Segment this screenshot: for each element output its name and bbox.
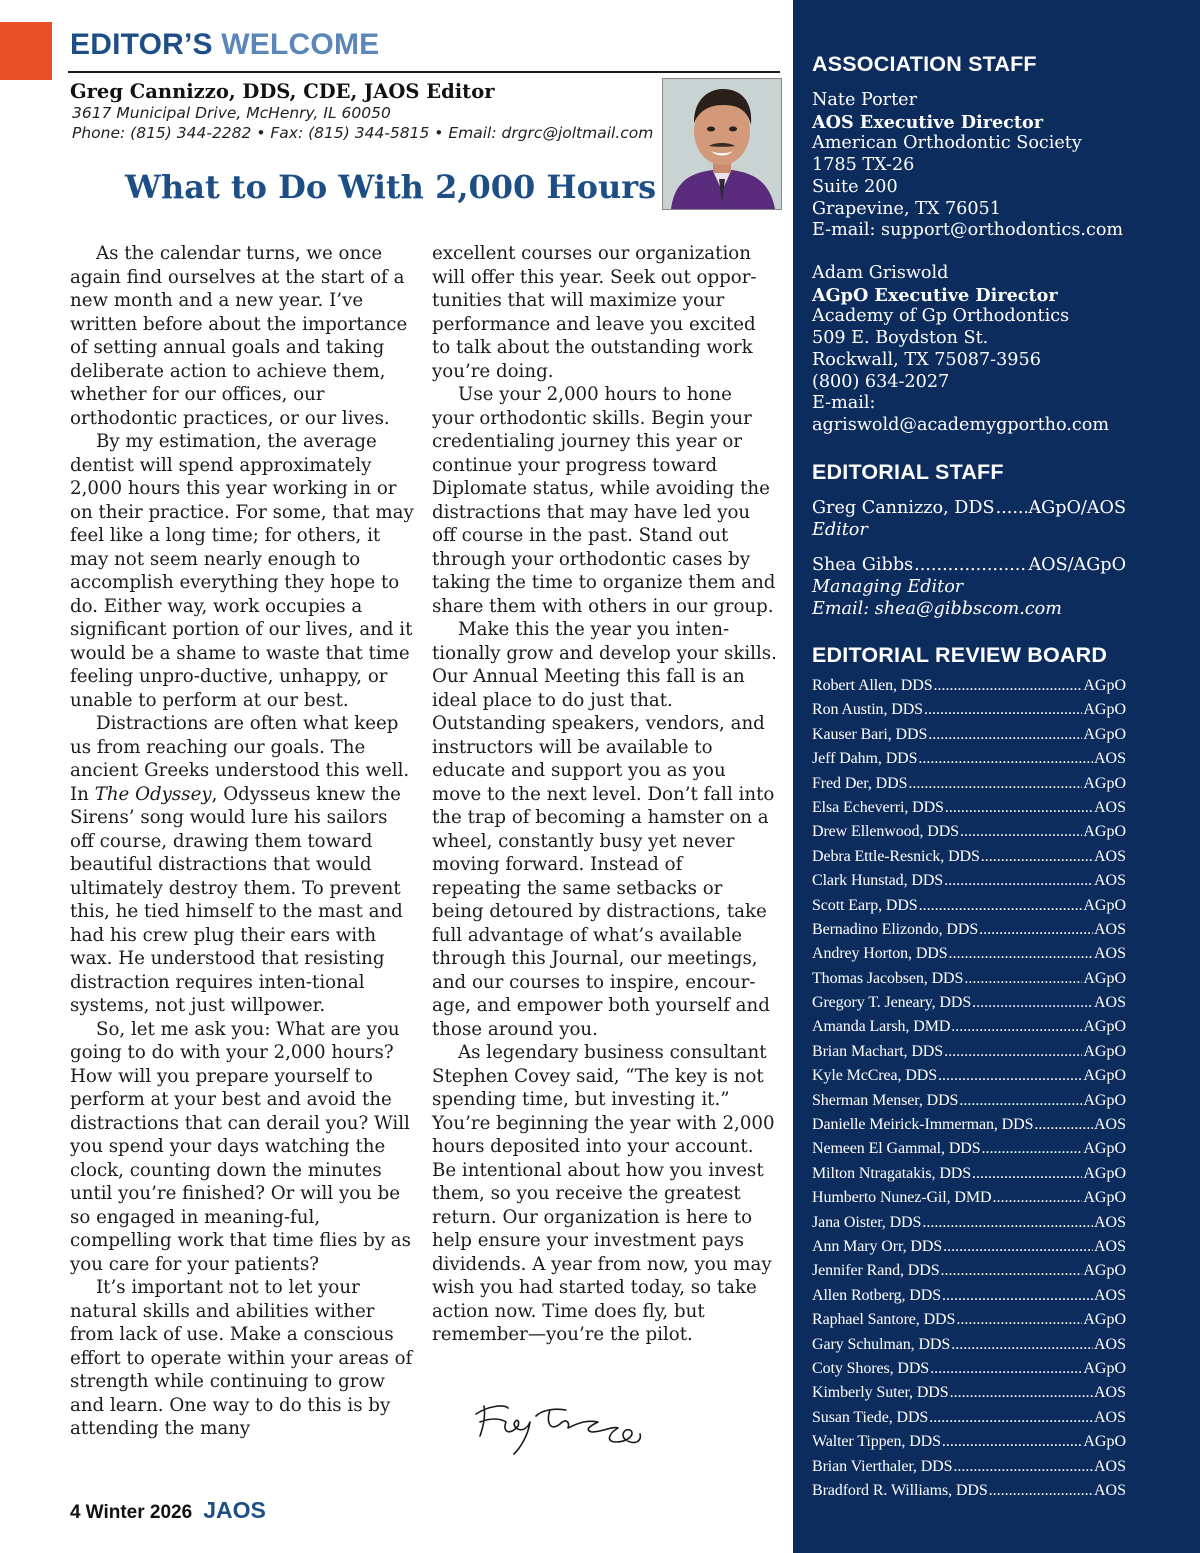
- reviewer-org: AGpO: [1083, 774, 1126, 792]
- dot-leader: [930, 1360, 1082, 1378]
- review-board-entry: [812, 1433, 1126, 1457]
- agpo-contact: Adam Griswold AGpO Executive Director Academy of Gp Orthodontics 509 E. Boydston St. Rockwall, TX 75087-3956 (800) 634-2027 E-mail: agriswold@academygportho.com: [812, 263, 1110, 435]
- review-board-entry: [812, 1262, 1126, 1286]
- editorial-entry: Shea Gibbs ..... AOS/AGpO: [812, 555, 1126, 575]
- dot-leader: [942, 1433, 1082, 1451]
- reviewer-name: Kimberly Suter, DDS: [812, 1384, 949, 1402]
- paragraph: Make this the year you inten-tionally grow and develop your skills. Our Annual Meeting this fall is an ideal place to do just that. Outstanding speakers, vendors, and instructors will be available to educate and support you as you move to the next level. Don’t fall into the trap of becoming a hamster on a wheel, constantly busy yet never moving forward. Instead of repeating the same setbacks or being detoured by distractions, take full advantage of what’s available through this Journal, our meetings, and our courses to inspire, encour-age, and empower both yourself and those around you.: [432, 619, 777, 1040]
- reviewer-name: Danielle Meirick-Immerman, DDS: [812, 1116, 1034, 1134]
- reviewer-org: AGpO: [1083, 1091, 1126, 1109]
- review-board-entry: [812, 1140, 1126, 1164]
- review-board-entry: [812, 994, 1126, 1018]
- review-board-entry: [812, 1311, 1126, 1335]
- reviewer-org: AGpO: [1083, 1018, 1126, 1036]
- reviewer-org: AGpO: [1083, 896, 1126, 914]
- reviewer-org: AGpO: [1083, 1042, 1126, 1060]
- review-board-entry: [812, 1189, 1126, 1213]
- reviewer-name: Jennifer Rand, DDS: [812, 1262, 940, 1280]
- dot-leader: [953, 1458, 1093, 1476]
- reviewer-name: Elsa Echeverri, DDS: [812, 798, 944, 816]
- dot-leader: [981, 848, 1093, 866]
- reviewer-org: AOS: [1093, 1237, 1126, 1255]
- header-rule: [68, 71, 780, 73]
- reviewer-org: AOS: [1093, 1335, 1126, 1353]
- reviewer-name: Bernadino Elizondo, DDS: [812, 920, 979, 938]
- reviewer-name: Coty Shores, DDS: [812, 1359, 930, 1377]
- review-board-entry: [812, 1043, 1126, 1067]
- reviewer-org: AGpO: [1083, 1433, 1126, 1451]
- dot-leader: [972, 1165, 1082, 1183]
- dot-leader: [959, 1092, 1082, 1110]
- editor-contact: Phone: (815) 344-2282 • Fax: (815) 344-5815 • Email: drgrc@joltmail.com: [72, 124, 654, 142]
- review-board-entry: [812, 1409, 1126, 1433]
- review-board-entry: [812, 677, 1126, 701]
- dot-leader: [982, 1140, 1083, 1158]
- review-board-entry: [812, 1018, 1126, 1042]
- review-board-entry: [812, 1336, 1126, 1360]
- dot-leader: [956, 1311, 1082, 1329]
- managing-editor-role: Managing Editor: [812, 577, 964, 597]
- reviewer-org: AOS: [1093, 1408, 1126, 1426]
- reviewer-org: AOS: [1093, 945, 1126, 963]
- dot-leader: [919, 897, 1083, 915]
- dot-leader: [944, 1043, 1082, 1061]
- reviewer-org: AGpO: [1083, 1262, 1126, 1280]
- aos-contact: Nate Porter AOS Executive Director American Orthodontic Society 1785 TX-26 Suite 200 Grapevine, TX 76051 E-mail: support@orthodontics.com: [812, 90, 1124, 241]
- reviewer-org: AGpO: [1083, 725, 1126, 743]
- review-board-list: [812, 677, 1126, 1506]
- review-board-entry: [812, 848, 1126, 872]
- review-board-entry: [812, 1360, 1126, 1384]
- dot-leader: [922, 1214, 1093, 1232]
- dot-leader: [944, 872, 1093, 890]
- reviewer-org: AOS: [1093, 750, 1126, 768]
- paragraph: It’s important not to let your natural skills and abilities wither from lack of use. Make a conscious effort to operate within your areas of strength while continuing to grow and learn. One way to do this is by attending the many: [70, 1277, 413, 1439]
- paragraph: excellent courses our organization will offer this year. Seek out oppor-tunities that will maximize your performance and leave you excited to talk about the outstanding work you’re doing.: [432, 243, 757, 382]
- review-board-entry: [812, 799, 1126, 823]
- reviewer-name: Scott Earp, DDS: [812, 896, 918, 914]
- review-board-entry: [812, 1116, 1126, 1140]
- reviewer-name: Walter Tippen, DDS: [812, 1433, 941, 1451]
- reviewer-org: AOS: [1093, 1286, 1126, 1304]
- review-board-entry: [812, 701, 1126, 725]
- signature-icon: [470, 1392, 650, 1462]
- reviewer-org: AGpO: [1083, 1067, 1126, 1085]
- paragraph: Distractions are often what keep us from reaching our goals. The ancient Greeks understood this well. In The Odyssey, Odysseus knew the Sirens’ song would lure his sailors off course, drawing them toward beautiful distractions that would ultimately destroy them. To prevent this, he tied himself to the mast and had his crew plug their ears with wax. He understood that resisting distraction requires inten-tional systems, not just willpower.: [70, 713, 410, 1016]
- page-footer: [70, 1497, 266, 1524]
- editorial-entry: Greg Cannizzo, DDS ..... AGpO/AOS: [812, 498, 1126, 518]
- editor-portrait-icon: [663, 79, 781, 209]
- reviewer-name: Fred Der, DDS: [812, 774, 908, 792]
- editor-address: 3617 Municipal Drive, McHenry, IL 60050: [72, 104, 391, 122]
- staff-sidebar: [793, 0, 1200, 1553]
- reviewer-name: Ann Mary Orr, DDS: [812, 1237, 943, 1255]
- review-board-entry: [812, 921, 1126, 945]
- reviewer-name: Clark Hunstad, DDS: [812, 872, 944, 890]
- editor-photo: [662, 78, 782, 210]
- reviewer-name: Milton Ntragatakis, DDS: [812, 1164, 972, 1182]
- editor-name: Greg Cannizzo, DDS, CDE, JAOS Editor: [70, 80, 495, 103]
- dot-leader: [928, 726, 1082, 744]
- review-board-entry: [812, 1384, 1126, 1408]
- dot-leader: [934, 677, 1083, 695]
- reviewer-name: Kauser Bari, DDS: [812, 725, 928, 743]
- reviewer-name: Nemeen El Gammal, DDS: [812, 1140, 981, 1158]
- reviewer-org: AGpO: [1083, 677, 1126, 694]
- review-board-entry: [812, 775, 1126, 799]
- dot-leader: [938, 1067, 1082, 1085]
- reviewer-org: AGpO: [1083, 823, 1126, 841]
- paragraph: As the calendar turns, we once again find ourselves at the start of a new month and a new year. I’ve written before about the importance of setting annual goals and taking deliberate action to achieve them, whether for our offices, our orthodontic practices, or our lives.: [70, 243, 408, 429]
- reviewer-org: AGpO: [1083, 1140, 1126, 1158]
- paragraph: So, let me ask you: What are you going to do with your 2,000 hours? How will you prepare yourself to perform at your best and avoid the distractions that can derail you? Will you spend your days watching the clock, counting down the minutes until you’re finished? Or will you be so engaged in meaning-ful, compelling work that time flies by as you care for your patients?: [70, 1018, 411, 1275]
- dot-leader: [951, 1018, 1082, 1036]
- dot-leader: [1034, 1116, 1093, 1134]
- association-staff-heading: ASSOCIATION STAFF: [812, 52, 1037, 76]
- accent-block: [0, 22, 52, 80]
- reviewer-org: AOS: [1093, 872, 1126, 890]
- reviewer-org: AGpO: [1083, 969, 1126, 987]
- signature: [470, 1392, 650, 1466]
- paragraph: By my estimation, the average dentist will spend approximately 2,000 hours this year working in or on their practice. For some, that may feel like a long time; for others, it may not seem nearly enough to accomplish everything they hope to do. Either way, work occupies a significant portion of our lives, and it would be a shame to waste that time feeling unpro-ductive, unhappy, or unable to perform at our best.: [70, 431, 414, 711]
- reviewer-name: Jana Oister, DDS: [812, 1213, 922, 1231]
- reviewer-name: Ron Austin, DDS: [812, 701, 923, 719]
- reviewer-name: Drew Ellenwood, DDS: [812, 823, 959, 841]
- dot-leader: [964, 970, 1082, 988]
- reviewer-name: Susan Tiede, DDS: [812, 1408, 929, 1426]
- dot-leader: [942, 1287, 1093, 1305]
- review-board-entry: [812, 945, 1126, 969]
- dot-leader: [972, 994, 1093, 1012]
- review-board-entry: [812, 1482, 1126, 1506]
- dot-leader: [992, 1189, 1082, 1207]
- dot-leader: [908, 775, 1082, 793]
- reviewer-name: Raphael Santore, DDS: [812, 1311, 956, 1329]
- reviewer-name: Robert Allen, DDS: [812, 677, 933, 694]
- issue-label: Winter 2026: [85, 1502, 193, 1523]
- reviewer-org: AOS: [1093, 1457, 1126, 1475]
- review-board-entry: [812, 1165, 1126, 1189]
- dot-leader: [918, 750, 1093, 768]
- reviewer-org: AGpO: [1083, 1311, 1126, 1329]
- review-board-entry: [812, 897, 1126, 921]
- reviewer-org: AOS: [1093, 798, 1126, 816]
- editor-role: Editor: [812, 520, 868, 540]
- reviewer-org: AOS: [1093, 1481, 1126, 1499]
- page-number: 4: [70, 1502, 81, 1523]
- article-title: What to Do With 2,000 Hours: [125, 168, 657, 206]
- article-column-right: [432, 242, 777, 1347]
- reviewer-name: Gregory T. Jeneary, DDS: [812, 994, 972, 1012]
- dot-leader: [945, 799, 1093, 817]
- reviewer-name: Andrey Horton, DDS: [812, 945, 948, 963]
- magazine-logo: JAOS: [203, 1497, 266, 1523]
- review-board-entry: [812, 1238, 1126, 1262]
- dot-leader: [979, 921, 1093, 939]
- editorial-staff-heading: EDITORIAL STAFF: [812, 460, 1004, 484]
- reviewer-org: AOS: [1093, 847, 1126, 865]
- dot-leader: [929, 1409, 1093, 1427]
- agpo-email[interactable]: agriswold@academygportho.com: [812, 414, 1110, 435]
- dot-leader: [960, 823, 1082, 841]
- reviewer-org: AGpO: [1083, 1189, 1126, 1207]
- reviewer-org: AOS: [1093, 1384, 1126, 1402]
- review-board-entry: [812, 750, 1126, 774]
- review-board-entry: [812, 1092, 1126, 1116]
- review-board-entry: [812, 726, 1126, 750]
- dot-leader: [951, 1336, 1093, 1354]
- reviewer-name: Jeff Dahm, DDS: [812, 750, 918, 768]
- reviewer-name: Brian Machart, DDS: [812, 1042, 944, 1060]
- dot-leader: [943, 1238, 1093, 1256]
- reviewer-name: Gary Schulman, DDS: [812, 1335, 951, 1353]
- review-board-entry: [812, 823, 1126, 847]
- reviewer-org: AOS: [1093, 1116, 1126, 1134]
- book-title: The Odyssey: [94, 783, 212, 805]
- reviewer-org: AOS: [1093, 920, 1126, 938]
- reviewer-name: Thomas Jacobsen, DDS: [812, 969, 964, 987]
- dot-leader: [989, 1482, 1093, 1500]
- dot-leader: [924, 701, 1082, 719]
- review-board-entry: [812, 1458, 1126, 1482]
- reviewer-name: Kyle McCrea, DDS: [812, 1067, 938, 1085]
- aos-email[interactable]: E-mail: support@orthodontics.com: [812, 220, 1124, 241]
- reviewer-name: Sherman Menser, DDS: [812, 1091, 959, 1109]
- paragraph: As legendary business consultant Stephen Covey said, “The key is not spending time, but investing it.” You’re beginning the year with 2,000 hours deposited into your account. Be intentional about how you invest them, so you receive the greatest return. Our organization is here to help ensure your investment pays dividends. A year from now, you may wish you had started today, so take action now. Time does fly, but remember—you’re the pilot.: [432, 1042, 775, 1345]
- review-board-entry: [812, 1287, 1126, 1311]
- dot-leader: [949, 945, 1093, 963]
- section-title: EDITOR’S WELCOME: [70, 28, 380, 61]
- reviewer-org: AOS: [1093, 994, 1126, 1012]
- reviewer-name: Allen Rotberg, DDS: [812, 1286, 942, 1304]
- review-board-entry: [812, 1214, 1126, 1238]
- review-board-entry: [812, 970, 1126, 994]
- review-board-entry: [812, 872, 1126, 896]
- review-board-entry: [812, 1067, 1126, 1091]
- dot-leader: [950, 1384, 1093, 1402]
- reviewer-org: AGpO: [1083, 1359, 1126, 1377]
- managing-editor-email[interactable]: Email: shea@gibbscom.com: [812, 599, 1062, 619]
- paragraph: Use your 2,000 hours to hone your orthodontic skills. Begin your credentialing journey this year or continue your progress toward Diplomate status, while avoiding the distractions that may have led you off course in the past. Stand out through your orthodontic cases by taking the time to organize them and share them with others in our group.: [432, 384, 776, 617]
- reviewer-name: Humberto Nunez-Gil, DMD: [812, 1189, 992, 1207]
- reviewer-name: Bradford R. Williams, DDS: [812, 1481, 988, 1499]
- article-column-left: [70, 242, 415, 1441]
- reviewer-name: Brian Vierthaler, DDS: [812, 1457, 953, 1475]
- reviewer-name: Debra Ettle-Resnick, DDS: [812, 847, 980, 865]
- reviewer-name: Amanda Larsh, DMD: [812, 1018, 951, 1036]
- review-board-heading: EDITORIAL REVIEW BOARD: [812, 643, 1108, 667]
- reviewer-org: AOS: [1093, 1213, 1126, 1231]
- reviewer-org: AGpO: [1083, 701, 1126, 719]
- reviewer-org: AGpO: [1083, 1164, 1126, 1182]
- dot-leader: [941, 1262, 1083, 1280]
